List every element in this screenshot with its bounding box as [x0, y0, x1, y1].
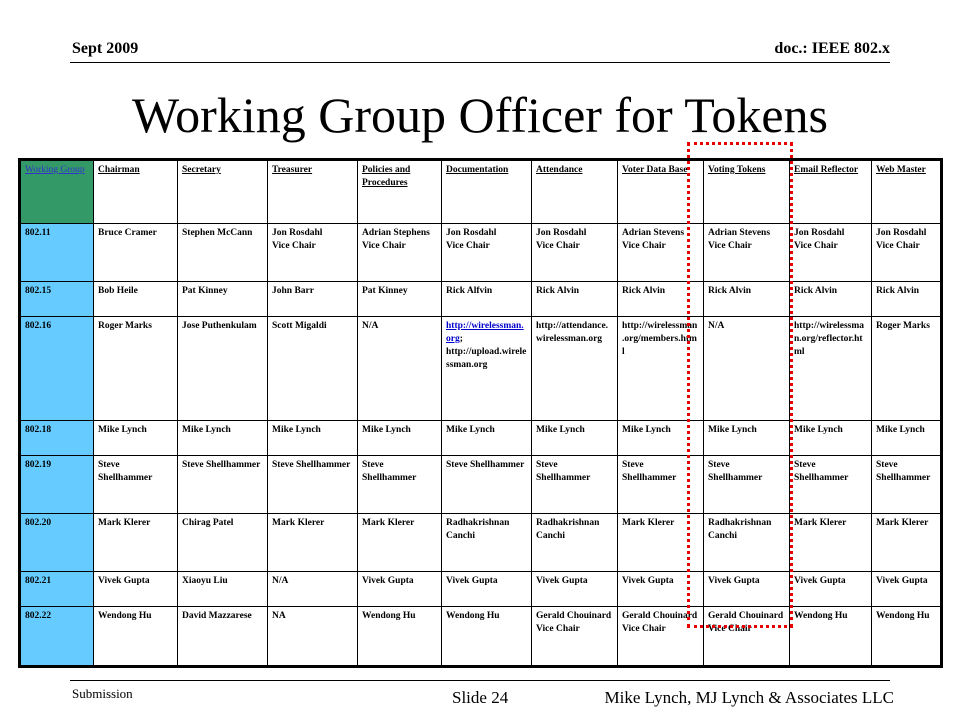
cell-chairman	[94, 607, 178, 667]
cell-value: Jon Rosdahl	[794, 228, 845, 238]
table-row	[20, 224, 942, 282]
cell-value: David Mazzarese	[182, 611, 252, 622]
cell-subtitle: Vice Chair	[272, 240, 316, 251]
cell-value: Mike Lynch	[362, 424, 411, 435]
cell-value: Mark Klerer	[98, 517, 151, 528]
cell-chairman	[94, 224, 178, 282]
cell-value: Xiaoyu Liu	[182, 575, 228, 586]
cell-documentation	[442, 571, 532, 606]
cell-email-reflector	[790, 455, 872, 513]
cell-attendance	[532, 607, 618, 667]
cell-web-master	[872, 420, 942, 455]
table-header-row	[20, 160, 942, 224]
cell-policies	[358, 571, 442, 606]
link-separator: ;	[459, 334, 463, 345]
cell-value: Vivek Gupta	[794, 575, 846, 586]
cell-treasurer	[268, 513, 358, 571]
cell-value: Radhakrishnan Canchi	[446, 517, 510, 541]
cell-policies	[358, 317, 442, 421]
cell-value: Wendong Hu	[98, 611, 152, 622]
cell-value: Steve Shellhammer	[876, 459, 931, 483]
cell-web-master	[872, 455, 942, 513]
table-row	[20, 513, 942, 571]
footer-submission: Submission	[72, 686, 133, 701]
cell-attendance	[532, 282, 618, 317]
footer-slide-number: Slide 24	[452, 688, 509, 707]
cell-web-master	[872, 513, 942, 571]
officer-table	[18, 158, 943, 668]
cell-email-reflector	[790, 513, 872, 571]
cell-web-master	[872, 282, 942, 317]
col-header-treasurer: Treasurer	[268, 160, 358, 224]
cell-secretary	[178, 282, 268, 317]
cell-working-group: 802.11	[20, 224, 94, 282]
cell-value: Adrian Stevens	[622, 228, 685, 238]
cell-value: Chirag Patel	[182, 517, 234, 528]
slide-title: Working Group Officer for Tokens	[131, 87, 829, 143]
cell-web-master	[872, 224, 942, 282]
cell-value: Steve Shellhammer	[446, 459, 525, 470]
cell-value: Bob Heile	[98, 286, 138, 296]
cell-value: Adrian Stephens	[362, 228, 430, 238]
cell-subtitle: Vice Chair	[876, 240, 920, 251]
cell-value: Rick Alvin	[794, 286, 838, 296]
cell-secretary	[178, 607, 268, 667]
cell-treasurer	[268, 455, 358, 513]
col-header-secretary: Secretary	[178, 160, 268, 224]
cell-value: Mark Klerer	[794, 517, 847, 528]
cell-value: Scott Migaldi	[272, 321, 327, 332]
cell-value: NA	[272, 611, 286, 622]
cell-value: Steve Shellhammer	[536, 459, 591, 483]
col-header-chairman: Chairman	[94, 160, 178, 224]
cell-value: Mike Lynch	[622, 424, 671, 435]
table-row	[20, 607, 942, 667]
cell-value: Wendong Hu	[794, 611, 848, 622]
cell-documentation	[442, 282, 532, 317]
cell-treasurer	[268, 282, 358, 317]
cell-value: Gerald Chouinard	[536, 611, 612, 622]
cell-attendance	[532, 571, 618, 606]
cell-secretary	[178, 571, 268, 606]
cell-value: http://wirelessman.org/members.html	[622, 321, 698, 357]
cell-policies	[358, 224, 442, 282]
cell-value: N/A	[708, 321, 725, 332]
cell-value: Wendong Hu	[446, 611, 500, 622]
col-header-policies: Policies and Procedures	[358, 160, 442, 224]
cell-subtitle: Vice Chair	[708, 624, 752, 635]
cell-working-group: 802.22	[20, 607, 94, 667]
cell-secretary	[178, 513, 268, 571]
cell-attendance	[532, 420, 618, 455]
cell-treasurer	[268, 420, 358, 455]
cell-value: Rick Alvin	[622, 286, 666, 296]
cell-value: Steve Shellhammer	[708, 459, 763, 483]
cell-chairman	[94, 317, 178, 421]
footer-author: Mike Lynch, MJ Lynch & Associates LLC	[604, 688, 894, 707]
cell-value: Wendong Hu	[362, 611, 416, 622]
cell-documentation	[442, 513, 532, 571]
cell-subtitle: Vice Chair	[708, 240, 752, 251]
cell-chairman	[94, 420, 178, 455]
cell-value: Vivek Gupta	[98, 575, 150, 586]
cell-value: Steve Shellhammer	[272, 459, 351, 470]
col-header-working-group[interactable]: Working Group	[20, 160, 94, 224]
cell-value: Roger Marks	[876, 321, 930, 332]
cell-chairman	[94, 455, 178, 513]
cell-value: Mark Klerer	[876, 517, 929, 528]
cell-value: Mark Klerer	[622, 517, 675, 528]
header-divider	[70, 62, 890, 63]
cell-treasurer	[268, 317, 358, 421]
cell-value: Vivek Gupta	[708, 575, 760, 586]
cell-value: Adrian Stevens	[708, 228, 771, 238]
cell-email-reflector	[790, 224, 872, 282]
cell-value: Roger Marks	[98, 321, 152, 332]
cell-value: Rick Alfvin	[446, 286, 493, 296]
cell-attendance	[532, 455, 618, 513]
cell-value: Mike Lynch	[794, 424, 843, 435]
cell-value: Wendong Hu	[876, 611, 930, 622]
cell-policies	[358, 455, 442, 513]
cell-value: Gerald Chouinard	[622, 611, 698, 622]
cell-secretary	[178, 455, 268, 513]
cell-value: Jon Rosdahl	[272, 228, 323, 238]
cell-subtitle: Vice Chair	[622, 624, 666, 635]
cell-value: Vivek Gupta	[876, 575, 928, 586]
cell-policies	[358, 513, 442, 571]
cell-documentation	[442, 607, 532, 667]
cell-working-group: 802.18	[20, 420, 94, 455]
cell-email-reflector	[790, 282, 872, 317]
cell-value: http://attendance.wirelessman.org	[536, 321, 609, 345]
cell-treasurer	[268, 607, 358, 667]
cell-value: N/A	[362, 321, 379, 332]
cell-email-reflector	[790, 420, 872, 455]
col-header-web-master: Web Master	[872, 160, 942, 224]
cell-value: Gerald Chouinard	[708, 611, 784, 622]
cell-value: Vivek Gupta	[622, 575, 674, 586]
col-header-email-reflector: Email Reflector	[790, 160, 872, 224]
col-header-documentation: Documentation	[442, 160, 532, 224]
cell-policies	[358, 282, 442, 317]
documentation-link[interactable]: http://wirelessman.org	[446, 321, 524, 345]
cell-value: Bruce Cramer	[98, 228, 157, 238]
cell-value: Mike Lynch	[876, 424, 925, 435]
cell-value: Steve Shellhammer	[622, 459, 677, 483]
col-header-voting-tokens: Voting Tokens	[704, 160, 790, 224]
footer-divider	[70, 680, 890, 681]
table-row	[20, 571, 942, 606]
cell-value: Rick Alvin	[876, 286, 920, 296]
cell-value: Mike Lynch	[708, 424, 757, 435]
cell-value: Mark Klerer	[272, 517, 325, 528]
cell-value: Jon Rosdahl	[876, 228, 927, 238]
cell-subtitle: Vice Chair	[362, 240, 406, 251]
cell-value: N/A	[272, 575, 289, 586]
cell-value: Vivek Gupta	[536, 575, 588, 586]
cell-chairman	[94, 571, 178, 606]
cell-value: Mike Lynch	[182, 424, 231, 435]
cell-email-reflector	[790, 607, 872, 667]
cell-value: Radhakrishnan Canchi	[708, 517, 772, 541]
table-row	[20, 455, 942, 513]
cell-value: Vivek Gupta	[362, 575, 414, 586]
header-date: Sept 2009	[72, 40, 139, 57]
cell-value: http://upload.wirelessman.org	[446, 346, 527, 370]
cell-email-reflector	[790, 571, 872, 606]
cell-value: Rick Alvin	[708, 286, 752, 296]
cell-value: Mark Klerer	[362, 517, 415, 528]
cell-subtitle: Vice Chair	[794, 240, 838, 251]
cell-working-group: 802.21	[20, 571, 94, 606]
cell-value: Pat Kinney	[362, 286, 408, 296]
cell-subtitle: Vice Chair	[446, 240, 490, 251]
cell-treasurer	[268, 224, 358, 282]
cell-value: John Barr	[272, 286, 314, 296]
cell-value: Jon Rosdahl	[446, 228, 497, 238]
cell-working-group: 802.20	[20, 513, 94, 571]
cell-web-master	[872, 607, 942, 667]
cell-attendance	[532, 224, 618, 282]
cell-treasurer	[268, 571, 358, 606]
cell-policies	[358, 420, 442, 455]
cell-value: Mike Lynch	[536, 424, 585, 435]
cell-value: Steve Shellhammer	[98, 459, 153, 483]
cell-documentation	[442, 224, 532, 282]
cell-secretary	[178, 224, 268, 282]
cell-web-master	[872, 317, 942, 421]
cell-value: Mike Lynch	[98, 424, 147, 435]
cell-value: Radhakrishnan Canchi	[536, 517, 600, 541]
cell-value: Pat Kinney	[182, 286, 228, 296]
cell-value: Jon Rosdahl	[536, 228, 587, 238]
cell-attendance	[532, 317, 618, 421]
table-row	[20, 420, 942, 455]
cell-working-group: 802.19	[20, 455, 94, 513]
voting-tokens-highlight	[687, 142, 793, 628]
cell-attendance	[532, 513, 618, 571]
cell-email-reflector	[790, 317, 872, 421]
cell-web-master	[872, 571, 942, 606]
cell-value: Steve Shellhammer	[794, 459, 849, 483]
cell-documentation	[442, 420, 532, 455]
cell-subtitle: Vice Chair	[536, 624, 580, 635]
cell-policies	[358, 607, 442, 667]
cell-value: http://wirelessman.org/reflector.html	[794, 321, 865, 357]
cell-chairman	[94, 513, 178, 571]
cell-working-group: 802.15	[20, 282, 94, 317]
table-row	[20, 282, 942, 317]
cell-chairman	[94, 282, 178, 317]
cell-value: Steve Shellhammer	[362, 459, 417, 483]
cell-secretary	[178, 420, 268, 455]
cell-value: Mike Lynch	[446, 424, 495, 435]
col-header-voter-db: Voter Data Base	[618, 160, 704, 224]
cell-documentation	[442, 317, 532, 421]
cell-subtitle: Vice Chair	[536, 240, 580, 251]
cell-value: Steve Shellhammer	[182, 459, 261, 470]
cell-subtitle: Vice Chair	[622, 240, 666, 251]
cell-secretary	[178, 317, 268, 421]
cell-working-group: 802.16	[20, 317, 94, 421]
cell-value: Jose Puthenkulam	[182, 321, 257, 332]
cell-value: Vivek Gupta	[446, 575, 498, 586]
cell-documentation	[442, 455, 532, 513]
cell-value: Stephen McCann	[182, 228, 253, 238]
col-header-attendance: Attendance	[532, 160, 618, 224]
cell-value: Rick Alvin	[536, 286, 580, 296]
cell-value: Mike Lynch	[272, 424, 321, 435]
header-doc-id: doc.: IEEE 802.x	[774, 40, 890, 57]
table-row	[20, 317, 942, 421]
